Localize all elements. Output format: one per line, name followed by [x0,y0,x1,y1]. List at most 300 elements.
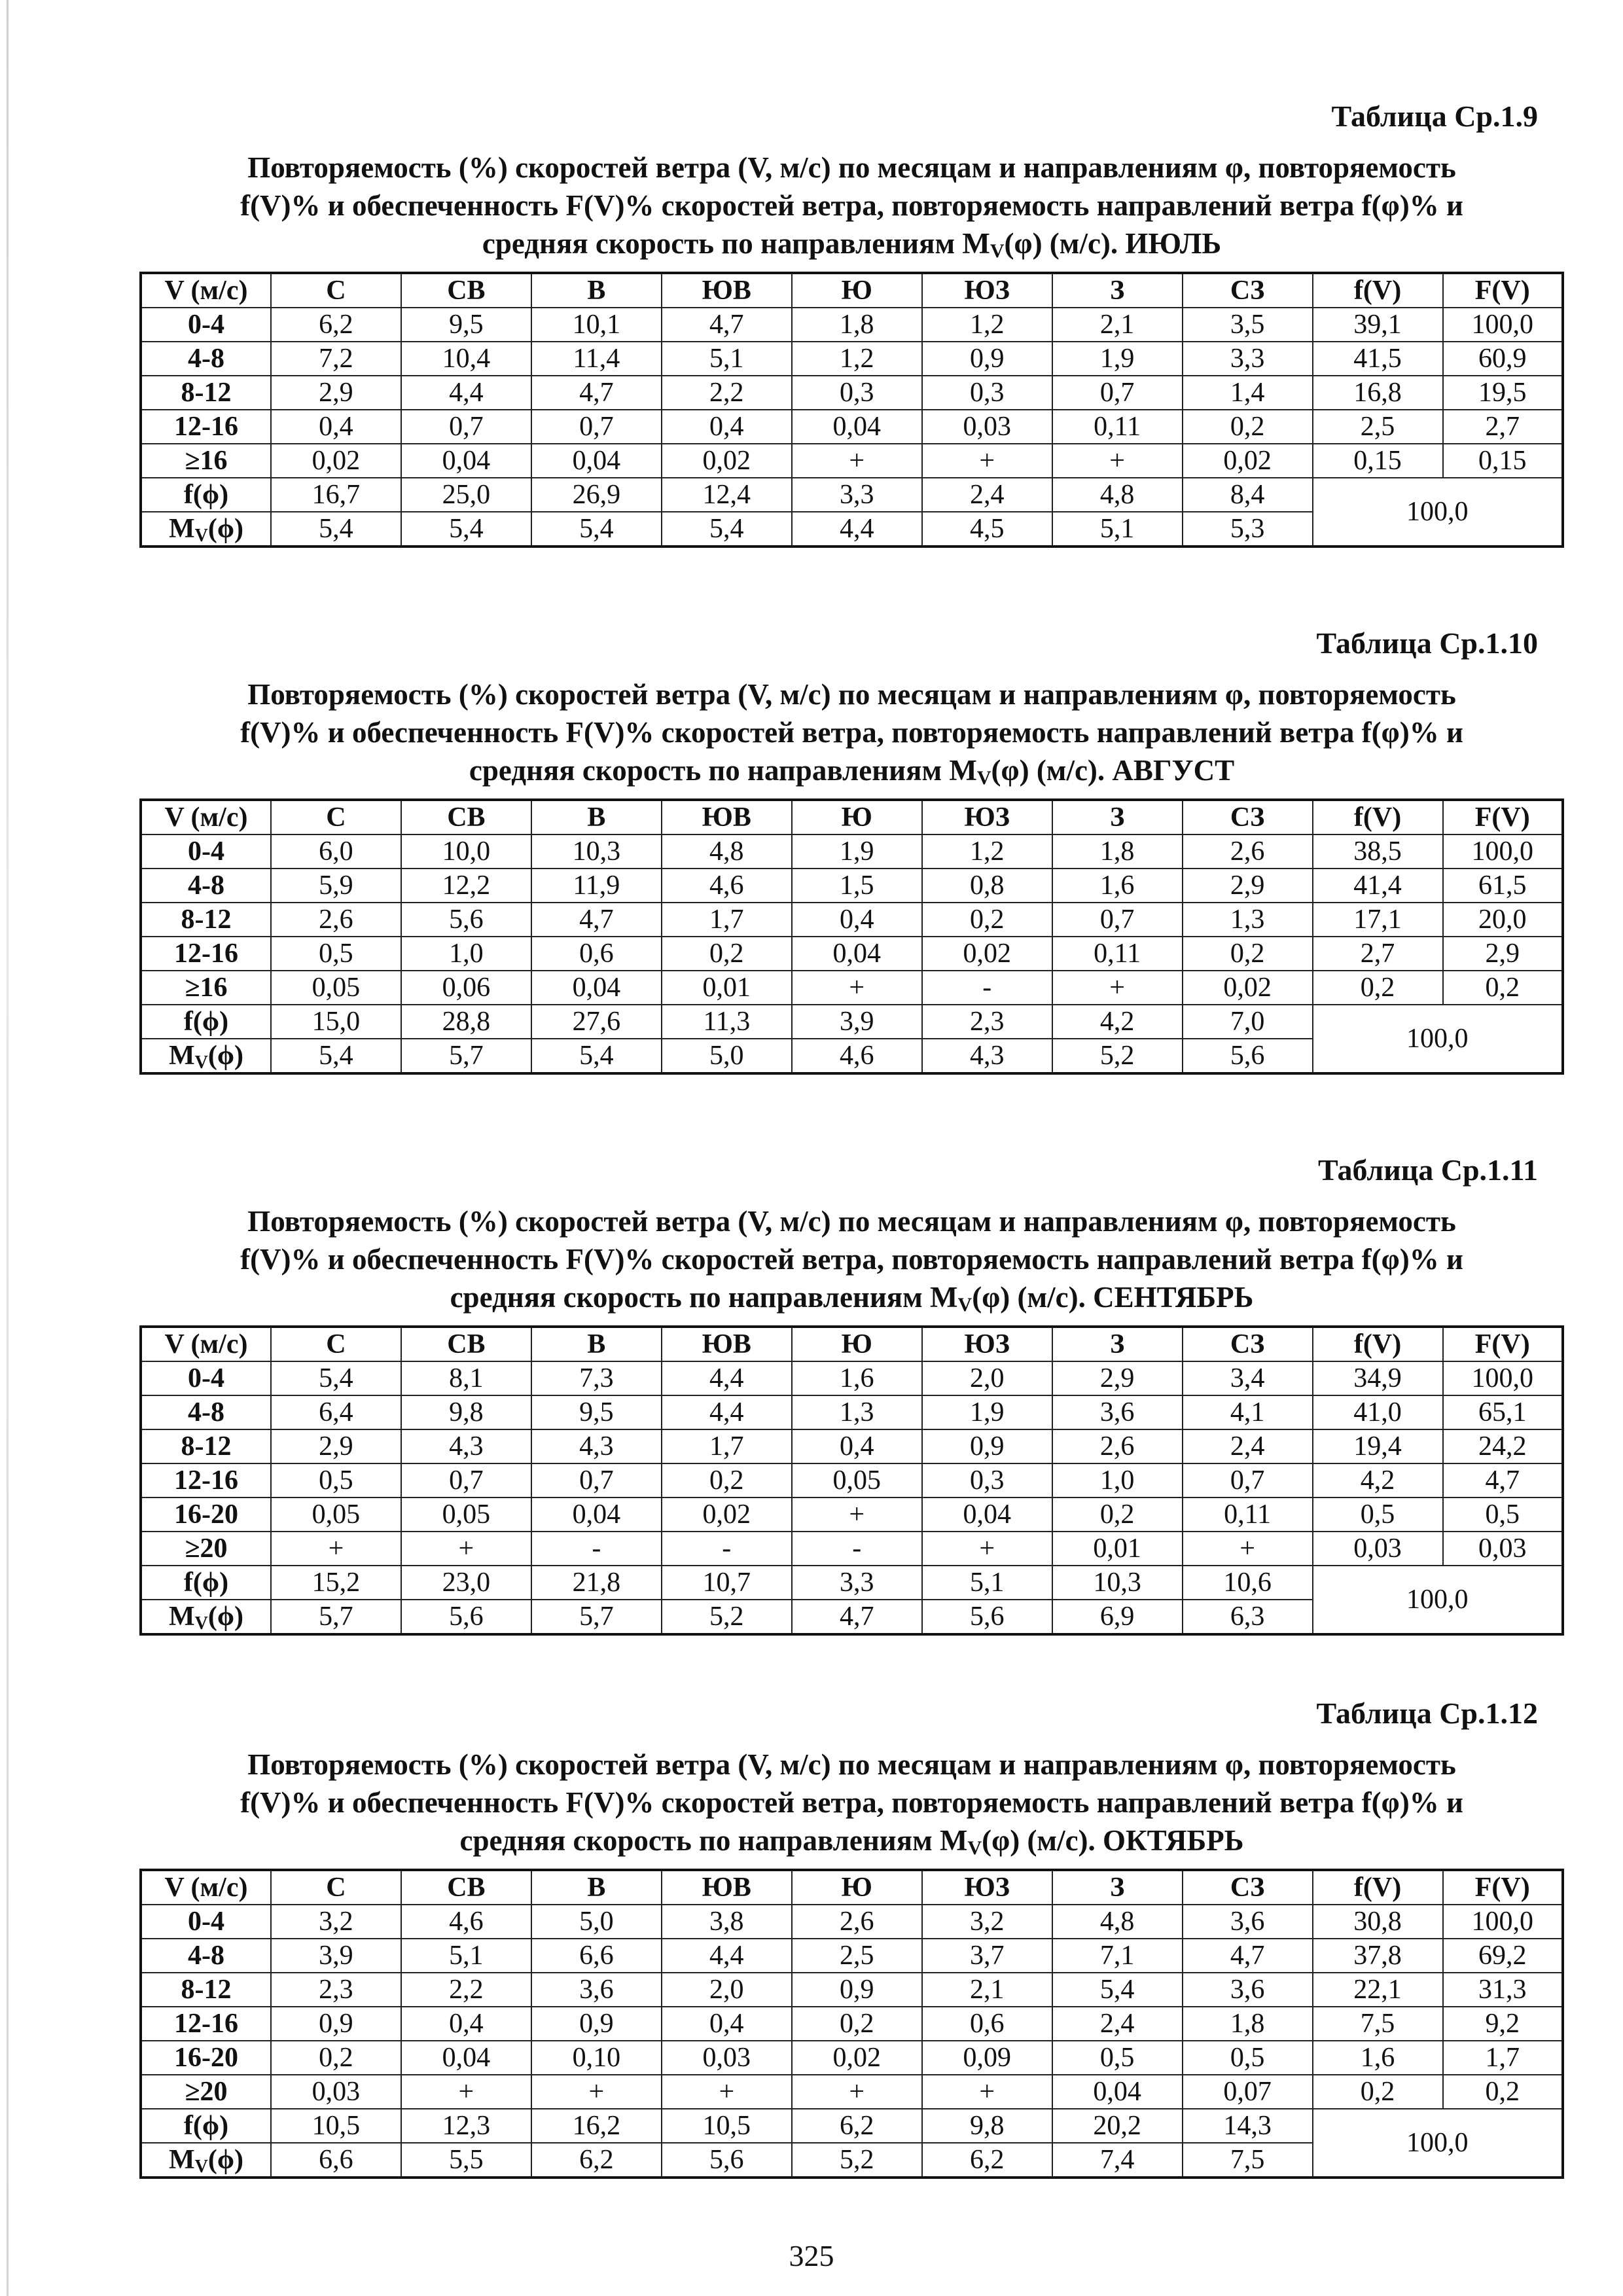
value-cell: 2,5 [792,1939,922,1973]
value-cell: 60,9 [1443,342,1563,376]
value-cell: 8,4 [1183,478,1313,512]
column-header: СЗ [1183,800,1313,834]
value-cell: 2,3 [922,1005,1052,1039]
value-cell: 19,5 [1443,376,1563,410]
caption-line: (φ) (м/с). ИЮЛЬ [1004,227,1222,260]
value-cell: 0,3 [922,1463,1052,1498]
value-cell: 11,4 [531,342,662,376]
speed-range-cell: 8-12 [141,376,271,410]
value-cell: 5,4 [271,1361,401,1395]
value-cell: - [922,971,1052,1005]
column-header: В [531,800,662,834]
value-cell: 0,04 [792,937,922,971]
caption-line: Повторяемость (%) скоростей ветра (V, м/с) по месяцам и направлениям φ, повторяемость [247,1748,1456,1782]
value-cell: 6,3 [1183,1600,1313,1634]
value-cell: 2,1 [922,1973,1052,2007]
column-header: F(V) [1443,1870,1563,1905]
value-cell: 0,2 [1183,937,1313,971]
value-cell: 1,6 [1052,869,1183,903]
caption-line: f(V)% и обеспеченность F(V)% скоростей ветра, повторяемость направлений ветра f(φ)% и [240,1243,1463,1276]
value-cell: 1,4 [1183,376,1313,410]
value-cell: 4,2 [1052,1005,1183,1039]
value-cell: 6,2 [922,2143,1052,2178]
table-row [141,834,1563,869]
value-cell: 22,1 [1313,1973,1443,2007]
column-header: С [271,1327,401,1361]
table-row [141,1973,1563,2007]
table-caption [139,149,1564,262]
speed-range-cell: 0-4 [141,308,271,342]
value-cell: 0,3 [922,376,1052,410]
column-header: F(V) [1443,800,1563,834]
column-header: В [531,1870,662,1905]
value-cell: 5,7 [531,1600,662,1634]
column-header: СВ [401,273,531,308]
caption-line: (φ) (м/с). СЕНТЯБРЬ [972,1281,1254,1314]
value-cell: 0,09 [922,2041,1052,2075]
value-cell: 17,1 [1313,903,1443,937]
value-cell: 2,0 [662,1973,792,2007]
value-cell: 0,2 [271,2041,401,2075]
speed-range-cell: 0-4 [141,1361,271,1395]
speed-range-cell: ≥20 [141,1532,271,1566]
value-cell: 0,9 [792,1973,922,2007]
value-cell: 4,6 [401,1905,531,1939]
value-cell: + [1183,1532,1313,1566]
value-cell: 0,02 [792,2041,922,2075]
value-cell: 2,6 [792,1905,922,1939]
value-cell: - [662,1532,792,1566]
direction-frequency-row [141,1005,1563,1039]
caption-line: средняя скорость по направлениям M [450,1281,958,1314]
value-cell: 7,5 [1183,2143,1313,2178]
value-cell: 0,9 [271,2007,401,2041]
value-cell: 0,04 [401,444,531,478]
value-cell: 2,9 [1052,1361,1183,1395]
value-cell: 100,0 [1443,834,1563,869]
row-label: f(ϕ) [141,2109,271,2143]
value-cell: 0,05 [401,1498,531,1532]
row-label-text: M [168,514,195,545]
column-header: В [531,1327,662,1361]
value-cell: 34,9 [1313,1361,1443,1395]
row-label-subscript: V [194,526,208,547]
value-cell: 0,15 [1313,444,1443,478]
table-row [141,937,1563,971]
value-cell: + [792,444,922,478]
table-caption [139,1202,1564,1316]
value-cell: 4,4 [792,512,922,547]
table-section [139,98,1564,548]
value-cell: 10,5 [662,2109,792,2143]
value-cell: 2,4 [1183,1429,1313,1463]
speed-range-cell: ≥16 [141,444,271,478]
value-cell: 6,6 [271,2143,401,2178]
value-cell: 2,9 [271,1429,401,1463]
column-header: Ю [792,1327,922,1361]
column-header: С [271,273,401,308]
value-cell: 3,5 [1183,308,1313,342]
value-cell: 4,1 [1183,1395,1313,1429]
value-cell: 0,04 [792,410,922,444]
value-cell: 2,3 [271,1973,401,2007]
total-cell: 100,0 [1313,2109,1563,2178]
row-label [141,2143,271,2178]
speed-range-cell: 12-16 [141,410,271,444]
value-cell: 5,3 [1183,512,1313,547]
total-cell: 100,0 [1313,1566,1563,1634]
value-cell: 0,03 [271,2075,401,2109]
value-cell: 23,0 [401,1566,531,1600]
value-cell: + [401,2075,531,2109]
speed-range-cell: 12-16 [141,1463,271,1498]
table-row [141,1905,1563,1939]
column-header: З [1052,1327,1183,1361]
table-row [141,1498,1563,1532]
value-cell: 0,02 [662,1498,792,1532]
column-header: ЮЗ [922,1327,1052,1361]
value-cell: 4,7 [1443,1463,1563,1498]
value-cell: 4,7 [662,308,792,342]
value-cell: 0,4 [662,2007,792,2041]
value-cell: 0,03 [922,410,1052,444]
value-cell: 0,04 [531,1498,662,1532]
value-cell: 10,3 [1052,1566,1183,1600]
table-row [141,376,1563,410]
value-cell: + [792,971,922,1005]
value-cell: 1,8 [1052,834,1183,869]
column-header: СЗ [1183,1870,1313,1905]
speed-range-cell: 12-16 [141,937,271,971]
table-caption [139,1746,1564,1859]
value-cell: 10,4 [401,342,531,376]
caption-subscript: V [967,1837,982,1859]
table-label: Таблица Ср.1.10 [1316,626,1538,660]
value-cell: 4,7 [531,903,662,937]
value-cell: 2,7 [1443,410,1563,444]
value-cell: 0,01 [662,971,792,1005]
value-cell: 0,03 [1313,1532,1443,1566]
value-cell: 0,04 [531,444,662,478]
value-cell: 6,0 [271,834,401,869]
value-cell: 28,8 [401,1005,531,1039]
value-cell: 6,9 [1052,1600,1183,1634]
value-cell: 9,8 [401,1395,531,1429]
value-cell: 5,1 [662,342,792,376]
value-cell: 0,2 [1313,971,1443,1005]
table-header-row [141,1327,1563,1361]
column-header: В [531,273,662,308]
caption-line: средняя скорость по направлениям M [459,1824,968,1857]
column-header: ЮВ [662,800,792,834]
value-cell: 0,7 [531,410,662,444]
caption-subscript: V [976,767,991,789]
value-cell: 1,7 [1443,2041,1563,2075]
value-cell: 1,3 [1183,903,1313,937]
value-cell: 20,0 [1443,903,1563,937]
value-cell: 0,8 [922,869,1052,903]
table-header-row [141,273,1563,308]
value-cell: 21,8 [531,1566,662,1600]
total-cell: 100,0 [1313,478,1563,547]
value-cell: 7,3 [531,1361,662,1395]
row-label-text: (ϕ) [207,1041,244,1071]
value-cell: 1,8 [1183,2007,1313,2041]
table-section [139,625,1564,1075]
value-cell: 3,3 [792,478,922,512]
value-cell: + [792,1498,922,1532]
value-cell: 39,1 [1313,308,1443,342]
value-cell: 1,6 [792,1361,922,1395]
value-cell: 0,4 [271,410,401,444]
row-label-subscript: V [194,1052,208,1073]
value-cell: 11,9 [531,869,662,903]
row-label-text: (ϕ) [207,1602,244,1632]
value-cell: 16,2 [531,2109,662,2143]
value-cell: 41,5 [1313,342,1443,376]
value-cell: 5,5 [401,2143,531,2178]
value-cell: 0,01 [1052,1532,1183,1566]
value-cell: 1,7 [662,1429,792,1463]
value-cell: + [792,2075,922,2109]
value-cell: 0,02 [662,444,792,478]
value-cell: 69,2 [1443,1939,1563,1973]
caption-line: f(V)% и обеспеченность F(V)% скоростей ветра, повторяемость направлений ветра f(φ)% и [240,1786,1463,1820]
value-cell: 3,3 [1183,342,1313,376]
value-cell: 4,2 [1313,1463,1443,1498]
value-cell: 2,4 [922,478,1052,512]
row-label-text: (ϕ) [207,2145,244,2176]
value-cell: 3,6 [1183,1905,1313,1939]
value-cell: 2,9 [271,376,401,410]
row-label: f(ϕ) [141,478,271,512]
table-label: Таблица Ср.1.9 [1331,99,1538,133]
value-cell: 0,2 [1443,971,1563,1005]
value-cell: 12,3 [401,2109,531,2143]
value-cell: 0,2 [1443,2075,1563,2109]
value-cell: 5,6 [1183,1039,1313,1073]
column-header: F(V) [1443,273,1563,308]
value-cell: + [922,444,1052,478]
table-caption [139,675,1564,789]
value-cell: 0,05 [792,1463,922,1498]
value-cell: 0,2 [1313,2075,1443,2109]
row-label-text: (ϕ) [207,514,244,545]
column-header: Ю [792,800,922,834]
direction-frequency-row [141,1566,1563,1600]
value-cell: - [792,1532,922,1566]
value-cell: 41,0 [1313,1395,1443,1429]
value-cell: 3,8 [662,1905,792,1939]
table-row [141,444,1563,478]
table-row [141,1361,1563,1395]
column-header: V (м/с) [141,800,271,834]
column-header: С [271,1870,401,1905]
value-cell: 30,8 [1313,1905,1443,1939]
value-cell: 2,6 [271,903,401,937]
value-cell: 0,06 [401,971,531,1005]
value-cell: 0,04 [401,2041,531,2075]
column-header: ЮВ [662,1870,792,1905]
value-cell: 16,8 [1313,376,1443,410]
value-cell: 0,4 [792,903,922,937]
value-cell: 38,5 [1313,834,1443,869]
speed-range-cell: ≥20 [141,2075,271,2109]
wind-frequency-table [139,1325,1564,1636]
table-label: Таблица Ср.1.12 [1316,1696,1538,1730]
value-cell: 10,5 [271,2109,401,2143]
value-cell: 2,5 [1313,410,1443,444]
value-cell: 0,04 [922,1498,1052,1532]
column-header: СВ [401,800,531,834]
table-header-row [141,1870,1563,1905]
table-section [139,1152,1564,1636]
value-cell: 1,8 [792,308,922,342]
value-cell: 4,3 [922,1039,1052,1073]
value-cell: 0,02 [922,937,1052,971]
value-cell: 4,8 [1052,478,1183,512]
speed-range-cell: 16-20 [141,2041,271,2075]
row-label-subscript: V [194,2157,208,2178]
value-cell: 15,2 [271,1566,401,1600]
value-cell: 5,4 [531,1039,662,1073]
value-cell: 5,2 [662,1600,792,1634]
value-cell: 1,9 [792,834,922,869]
speed-range-cell: 4-8 [141,1395,271,1429]
wind-frequency-table [139,798,1564,1075]
table-header-row [141,800,1563,834]
value-cell: + [271,1532,401,1566]
caption-subscript: V [957,1294,972,1316]
value-cell: 0,6 [922,2007,1052,2041]
value-cell: + [401,1532,531,1566]
value-cell: 5,9 [271,869,401,903]
value-cell: 0,2 [922,903,1052,937]
value-cell: 0,9 [922,342,1052,376]
value-cell: 5,4 [271,512,401,547]
value-cell: 37,8 [1313,1939,1443,1973]
value-cell: 15,0 [271,1005,401,1039]
value-cell: 1,0 [1052,1463,1183,1498]
column-header: ЮЗ [922,1870,1052,1905]
value-cell: 100,0 [1443,308,1563,342]
table-section [139,1695,1564,2179]
value-cell: 31,3 [1443,1973,1563,2007]
caption-subscript: V [990,240,1005,262]
value-cell: 4,8 [1052,1905,1183,1939]
value-cell: 2,2 [401,1973,531,2007]
value-cell: 0,4 [662,410,792,444]
value-cell: 0,7 [1052,903,1183,937]
value-cell: 0,4 [792,1429,922,1463]
value-cell: 4,4 [662,1395,792,1429]
value-cell: 3,3 [792,1566,922,1600]
value-cell: 1,2 [792,342,922,376]
table-row [141,2041,1563,2075]
value-cell: 4,4 [401,376,531,410]
column-header: С [271,800,401,834]
value-cell: 5,1 [922,1566,1052,1600]
value-cell: 5,4 [662,512,792,547]
value-cell: 1,9 [1052,342,1183,376]
value-cell: 4,6 [662,869,792,903]
value-cell: 5,6 [662,2143,792,2178]
value-cell: 10,1 [531,308,662,342]
value-cell: 12,4 [662,478,792,512]
value-cell: 26,9 [531,478,662,512]
column-header: СВ [401,1870,531,1905]
value-cell: 2,9 [1443,937,1563,971]
value-cell: 6,2 [792,2109,922,2143]
value-cell: 9,8 [922,2109,1052,2143]
column-header: V (м/с) [141,273,271,308]
value-cell: 6,2 [531,2143,662,2178]
page-number: 325 [789,2239,834,2272]
value-cell: 6,6 [531,1939,662,1973]
table-row [141,1429,1563,1463]
value-cell: 0,5 [271,937,401,971]
value-cell: 2,7 [1313,937,1443,971]
value-cell: 0,5 [271,1463,401,1498]
value-cell: - [531,1532,662,1566]
value-cell: 0,5 [1313,1498,1443,1532]
column-header: Ю [792,1870,922,1905]
column-header: F(V) [1443,1327,1563,1361]
value-cell: 4,3 [531,1429,662,1463]
value-cell: 1,7 [662,903,792,937]
value-cell: 1,5 [792,869,922,903]
table-row [141,342,1563,376]
caption-line: f(V)% и обеспеченность F(V)% скоростей ветра, повторяемость направлений ветра f(φ)% и [240,716,1463,749]
value-cell: 7,5 [1313,2007,1443,2041]
value-cell: 12,2 [401,869,531,903]
caption-line: средняя скорость по направлениям M [469,754,977,787]
speed-range-cell: 8-12 [141,1973,271,2007]
column-header: З [1052,800,1183,834]
value-cell: 65,1 [1443,1395,1563,1429]
value-cell: 10,7 [662,1566,792,1600]
value-cell: 0,05 [271,971,401,1005]
row-label: f(ϕ) [141,1566,271,1600]
value-cell: 3,7 [922,1939,1052,1973]
value-cell: 0,02 [271,444,401,478]
value-cell: 27,6 [531,1005,662,1039]
value-cell: 4,4 [662,1361,792,1395]
table-row [141,308,1563,342]
value-cell: 6,4 [271,1395,401,1429]
value-cell: 5,4 [271,1039,401,1073]
total-cell: 100,0 [1313,1005,1563,1073]
value-cell: 9,5 [401,308,531,342]
value-cell: 0,03 [1443,1532,1563,1566]
table-row [141,1939,1563,1973]
value-cell: 0,2 [1052,1498,1183,1532]
speed-range-cell: ≥16 [141,971,271,1005]
value-cell: 0,5 [1052,2041,1183,2075]
column-header: ЮВ [662,1327,792,1361]
table-label: Таблица Ср.1.11 [1318,1153,1538,1187]
value-cell: 7,0 [1183,1005,1313,1039]
value-cell: 0,02 [1183,971,1313,1005]
value-cell: 3,2 [922,1905,1052,1939]
value-cell: 3,9 [792,1005,922,1039]
caption-line: Повторяемость (%) скоростей ветра (V, м/с) по месяцам и направлениям φ, повторяемость [247,1205,1456,1238]
column-header: Ю [792,273,922,308]
caption-line: f(V)% и обеспеченность F(V)% скоростей ветра, повторяемость направлений ветра f(φ)% и [240,189,1463,223]
value-cell: 5,2 [1052,1039,1183,1073]
table-row [141,869,1563,903]
table-row [141,2007,1563,2041]
